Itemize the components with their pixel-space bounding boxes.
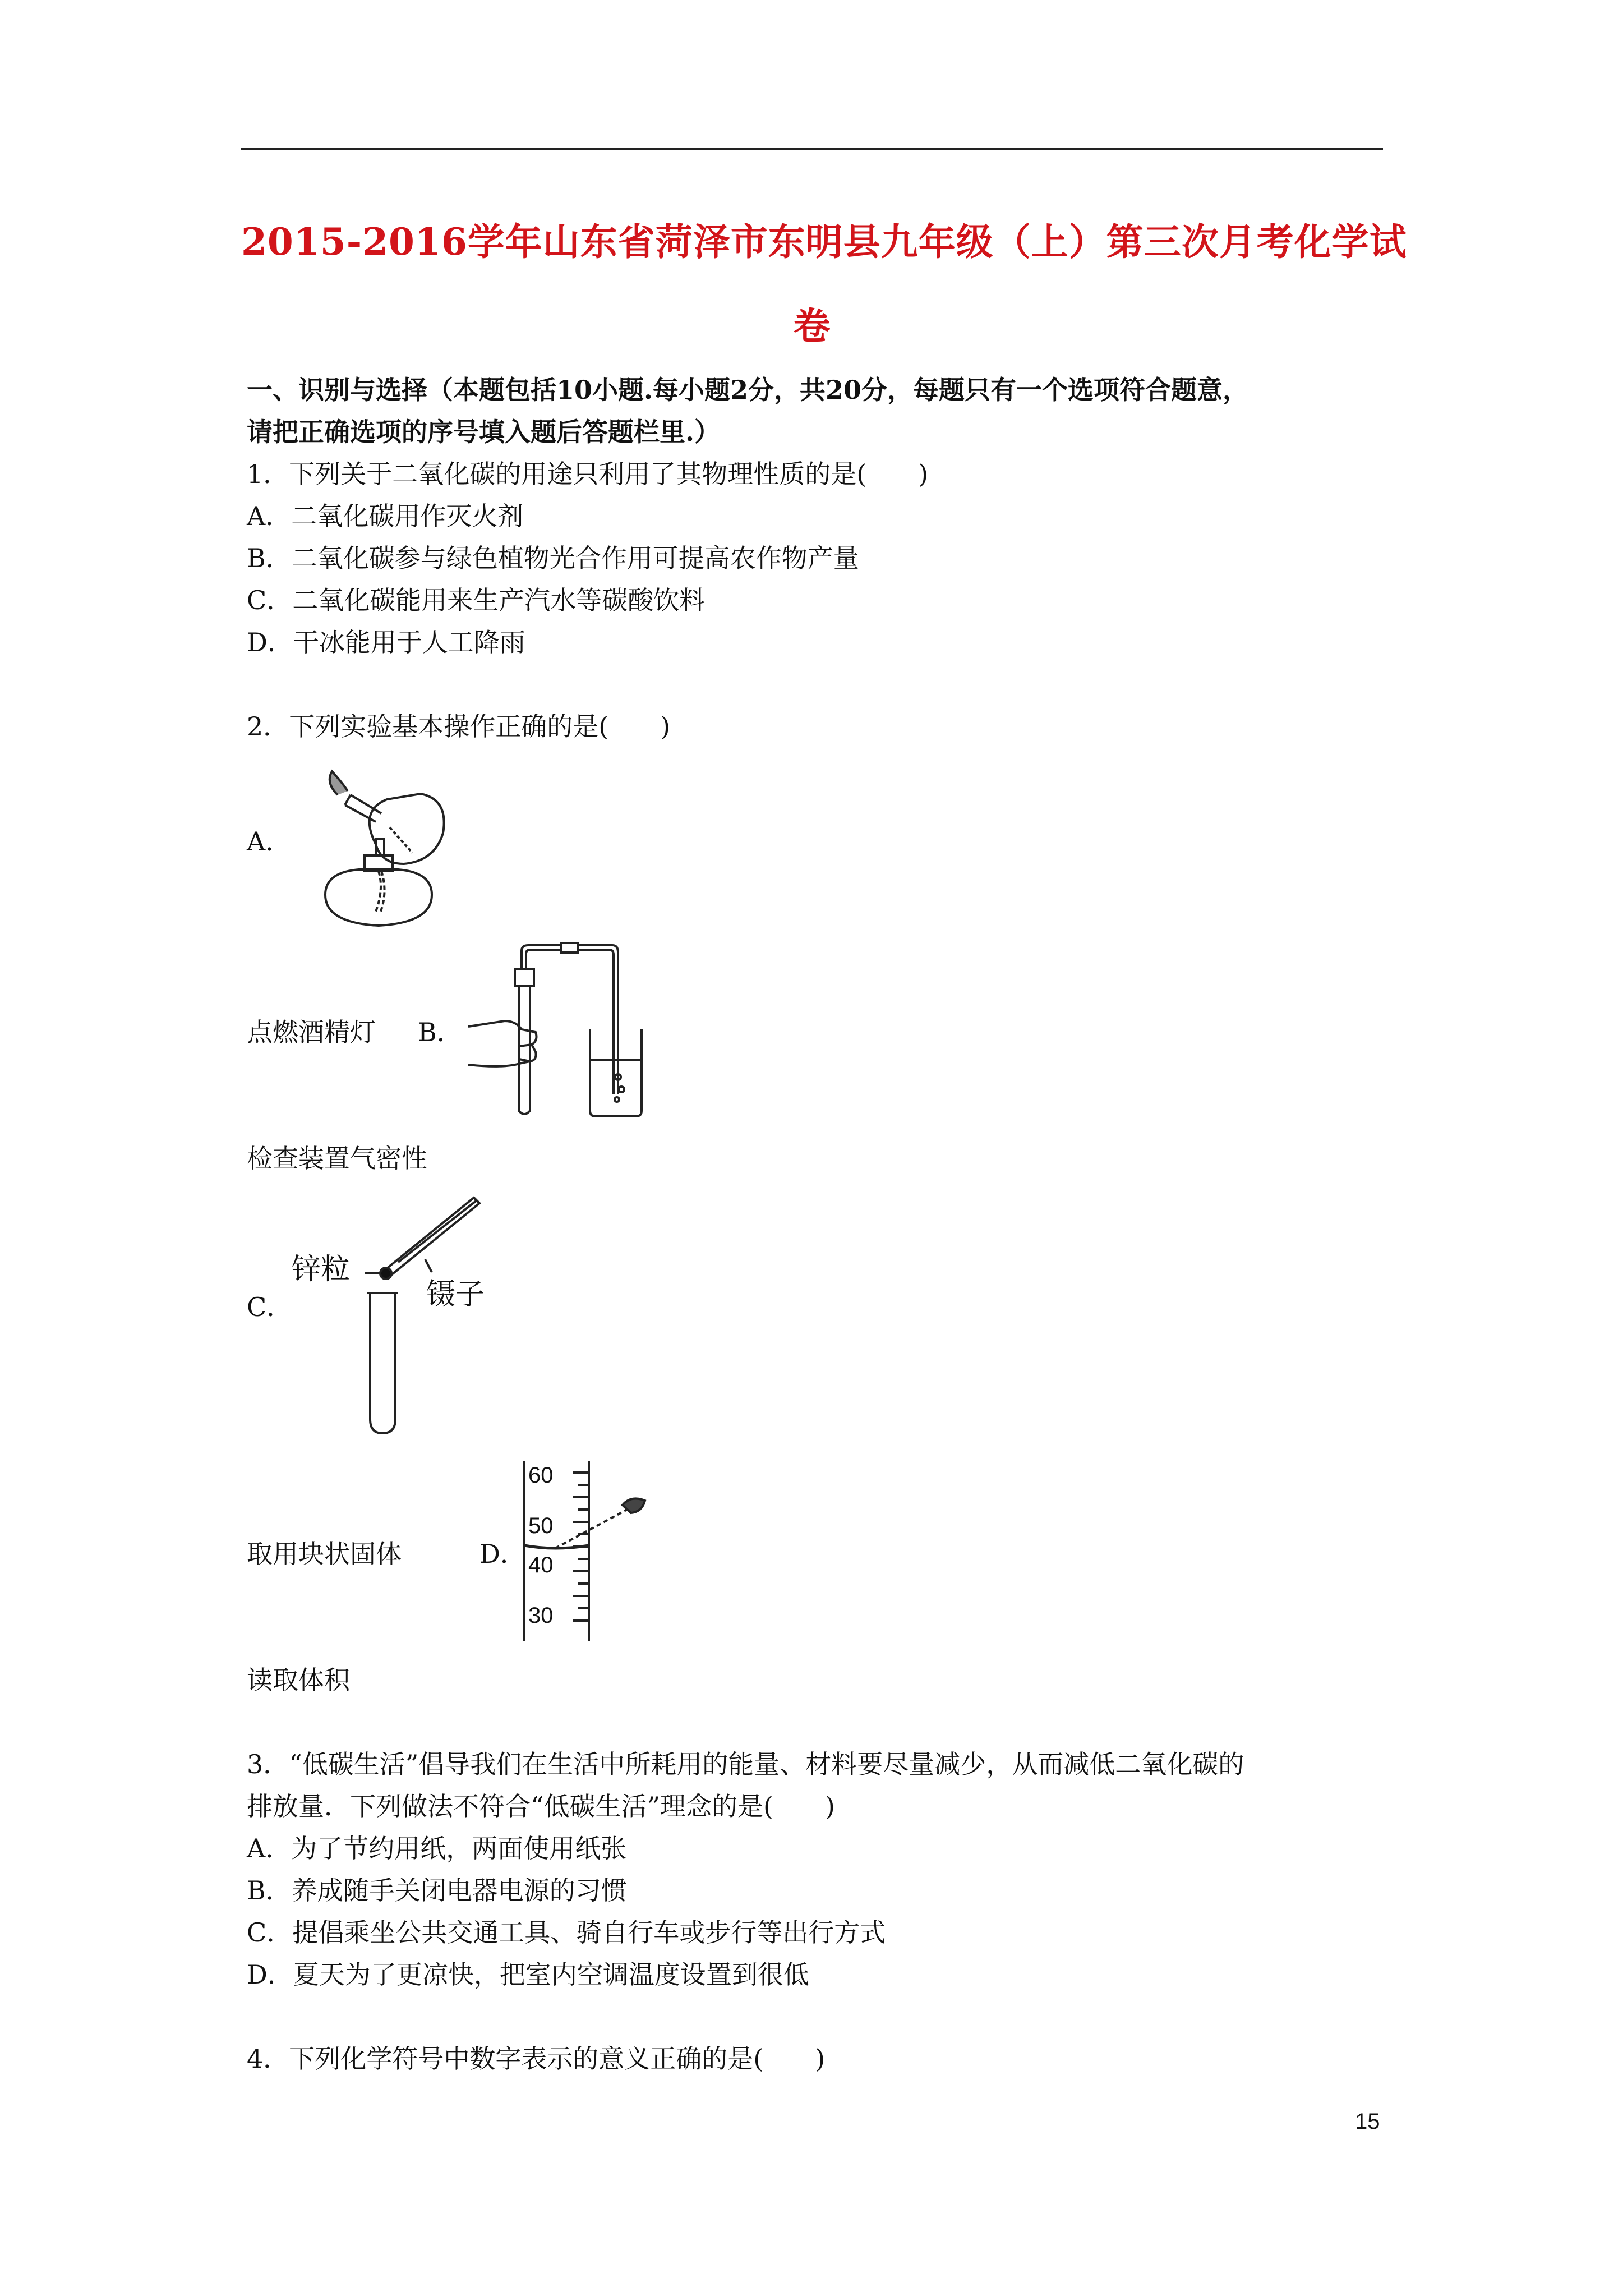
document-title-line1: 2015-2016学年山东省菏泽市东明县九年级（上）第三次月考化学试 <box>241 220 1407 264</box>
scale-label-60: 60 <box>528 1463 554 1488</box>
q2-option-a-caption: 点燃酒精灯 <box>247 1017 376 1047</box>
section-heading-line2: 请把正确选项的序号填入题后答题栏里.） <box>247 417 721 447</box>
q3-option-a: A．为了节约用纸，两面使用纸张 <box>247 1833 627 1864</box>
zinc-label: 锌粒 <box>292 1253 351 1286</box>
q1-option-c: C．二氧化碳能用来生产汽水等碳酸饮料 <box>247 585 706 615</box>
q2-option-d-letter: D． <box>479 1539 526 1569</box>
q2-option-d-caption: 读取体积 <box>247 1665 350 1695</box>
q2-option-a-letter: A． <box>247 826 292 857</box>
q2-option-c-letter: C． <box>247 1292 293 1322</box>
q2-stem: 2．下列实验基本操作正确的是( ) <box>247 711 671 742</box>
q3-option-d: D．夏天为了更凉快，把室内空调温度设置到很低 <box>247 1959 809 1990</box>
tweezers-label: 镊子 <box>426 1278 485 1312</box>
q1-stem: 1．下列关于二氧化碳的用途只利用了其物理性质的是( ) <box>247 459 929 489</box>
airtightness-check-figure <box>465 942 651 1122</box>
q1-option-a: A．二氧化碳用作灭火剂 <box>247 501 524 531</box>
q2-option-c-caption: 取用块状固体 <box>247 1539 402 1569</box>
q3-stem-line2: 排放量．下列做法不符合“低碳生活”理念的是( ) <box>247 1791 835 1821</box>
alcohol-lamp-figure <box>292 760 454 934</box>
q2-option-b-letter: B． <box>418 1017 463 1047</box>
q2-option-b-caption: 检查装置气密性 <box>247 1143 427 1174</box>
scale-label-30: 30 <box>528 1603 554 1628</box>
graduated-cylinder-figure <box>516 1461 662 1646</box>
header-rule <box>241 148 1383 150</box>
scale-label-50: 50 <box>528 1513 554 1538</box>
section-heading-line1: 一、识别与选择（本题包括10小题.每小题2分，共20分，每题只有一个选项符合题意， <box>247 375 1249 405</box>
solid-sampling-figure <box>286 1195 510 1442</box>
scale-label-40: 40 <box>528 1553 554 1577</box>
q3-stem-line1: 3．“低碳生活”倡导我们在生活中所耗用的能量、材料要尽量减少，从而减低二氧化碳的 <box>247 1749 1244 1779</box>
q3-option-c: C．提倡乘坐公共交通工具、骑自行车或步行等出行方式 <box>247 1917 886 1948</box>
q1-option-b: B．二氧化碳参与绿色植物光合作用可提高农作物产量 <box>247 543 859 573</box>
document-title-line2: 卷 <box>793 304 831 348</box>
q3-option-b: B．养成随手关闭电器电源的习惯 <box>247 1875 627 1906</box>
q4-stem: 4．下列化学符号中数字表示的意义正确的是( ) <box>247 2044 826 2074</box>
page-number: 15 <box>1355 2109 1380 2134</box>
q1-option-d: D．干冰能用于人工降雨 <box>247 627 525 657</box>
